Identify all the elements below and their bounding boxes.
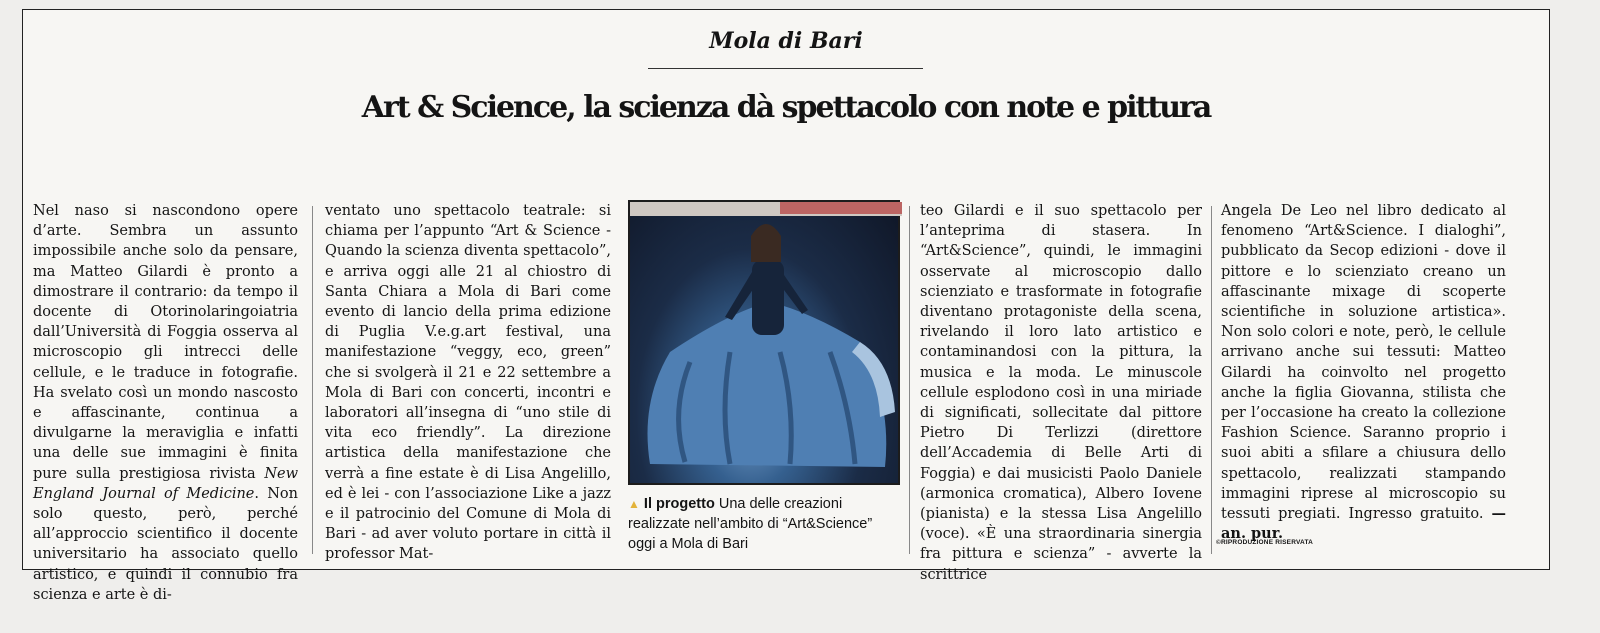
copyright-notice: ©RIPRODUZIONE RISERVATA bbox=[1216, 539, 1314, 546]
column-rule-3 bbox=[909, 206, 910, 554]
column-1-text-a: Nel naso si nascondono opere d’arte. Sembra un assunto impossibile anche solo da pensare, ma Matteo Gilardi è pronto a dimostrare il contrario: da tempo il docente di Otorinolaringoiatria dall’Università di Foggia osserva al microscopio gli intrecci delle cellule, e le traduce in fotografie. Ha svelato così un mondo nascosto e affascinante, continua a divulgarne la meraviglia e infatti una delle sue immagini è finita pure sulla prestigiosa rivista bbox=[33, 203, 298, 482]
caption-text: Una delle creazioni realizzate nell’ambito di “Art&Science” oggi a Mola di Bari bbox=[628, 496, 873, 552]
headline: Art & Science, la scienza dà spettacolo con note e pittura bbox=[361, 90, 1211, 125]
caption-lead: Il progetto bbox=[643, 496, 715, 512]
article-column-2 bbox=[325, 201, 611, 563]
kicker-location: Mola di Bari bbox=[709, 28, 863, 54]
model-in-blue-gown-illustration bbox=[630, 202, 902, 487]
column-rule-1 bbox=[312, 206, 313, 554]
article-column-4 bbox=[1221, 201, 1506, 541]
bleed-right bbox=[1552, 10, 1600, 570]
article-column-1 bbox=[33, 201, 298, 603]
bleed-left bbox=[0, 10, 22, 570]
triangle-icon: ▲ bbox=[628, 497, 640, 511]
photo-caption bbox=[628, 494, 903, 554]
article-column-3 bbox=[920, 201, 1202, 583]
journal-title: New England Journal of Medicine bbox=[33, 465, 298, 502]
article-photo bbox=[628, 200, 900, 485]
kicker-divider bbox=[648, 68, 923, 69]
newspaper-clipping bbox=[22, 9, 1550, 603]
column-4-text: Angela De Leo nel libro dedicato al fenomeno “Art&Science. I dialoghi”, pubblicato da Secop edizioni - dove il pittore e lo scienziato creano un affascinante mixage di scoperte scientifiche in soluzione artistica». Non solo colori e note, però, le cellule arrivano anche sui tessuti: Matteo Gilardi ha coinvolto nel progetto anche la figlia Giovanna, stilista che per l’occasione ha creato la collezione Fashion Science. Saranno proprio i suoi abiti a sfilare a chiusura dello spettacolo, realizzati stampando immagini riprese al microscopio su tessuti pregiati. Ingresso gratuito. bbox=[1221, 203, 1506, 523]
column-1-text-b: . Non solo questo, però, perché all’approccio scientifico il docente universitario ha associato quello artistico, e quindi il connubio fra scienza e arte è di- bbox=[33, 485, 298, 603]
column-2-text: ventato uno spettacolo teatrale: si chiama per l’appunto “Art & Science - Quando la scienza diventa spettacolo”, e arriva oggi alle 21 al chiostro di Santa Chiara a Mola di Bari come evento di lancio della prima edizione di Puglia V.e.g.art festival, una manifestazione “veggy, eco, green” che si svolgerà il 21 e 22 settembre a Mola di Bari con concerti, incontri e laboratori all’insegna di “uno stile di vita eco friendly”. La direzione artistica della manifestazione che verrà a fine estate è di Lisa Angelillo, ed è lei - con l’associazione Like a jazz e il patrocinio del Comune di Mola di Bari - ad aver voluto portare in città il professor Mat- bbox=[325, 203, 611, 563]
column-3-text: teo Gilardi e il suo spettacolo per l’anteprima di stasera. In “Art&Science”, quindi, le immagini osservate al microscopio dallo scienziato e trasformate in fotografie diventano protagoniste della scena, rivelando il loro lato artistico e contaminandosi con la pittura, la musica e la moda. Le minuscole cellule esplodono così in una miriade di significati, sollecitate dal pittore Pietro Di Terlizzi (direttore dell’Accademia di Belle Arti di Foggia) e dai musicisti Paolo Daniele (armonica cromatica), Albero Iovene (pianista) e la stessa Lisa Angelillo (voce). «È una straordinaria sinergia fra pittura e scienza” - avverte la scrittrice bbox=[920, 203, 1202, 583]
column-rule-4 bbox=[1211, 206, 1212, 554]
author-signature: — an. pur. bbox=[1221, 505, 1506, 543]
